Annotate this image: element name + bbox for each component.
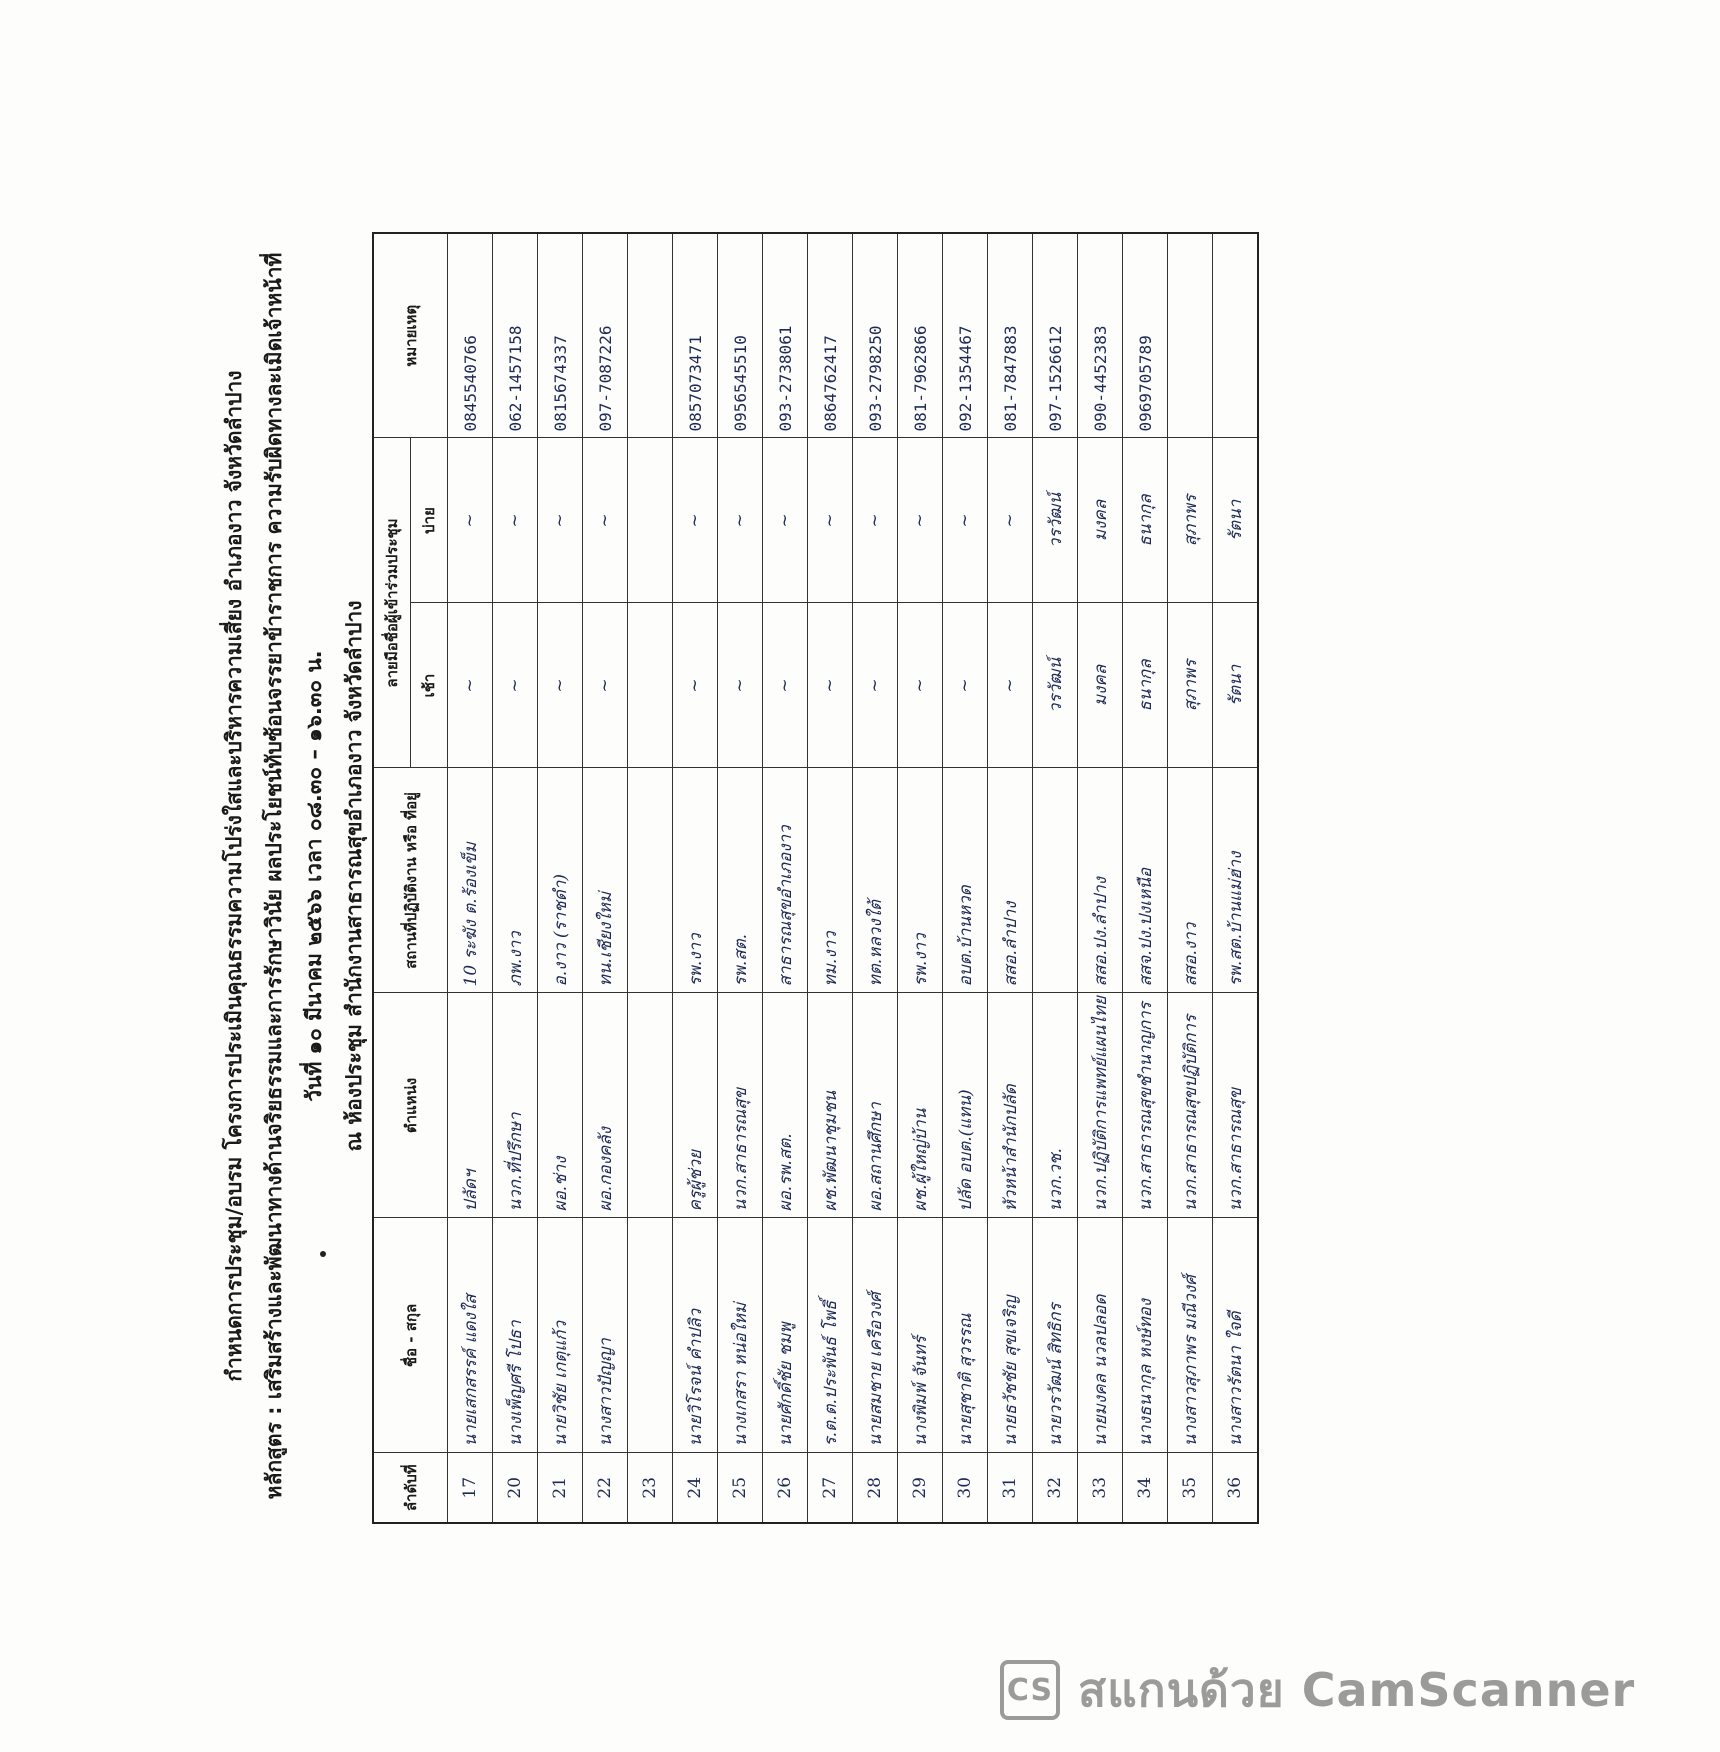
table-row (538, 233, 583, 1523)
table-row (718, 233, 763, 1523)
cell-sign-out: ~ (673, 438, 718, 603)
cell-position: ผอ.กองคลัง (583, 993, 628, 1218)
cell-name: นางธนากุล หงษ์ทอง (1123, 1218, 1168, 1453)
cell-sign-in: รัตนา (1213, 603, 1259, 768)
cell-sign-in: มงคล (1078, 603, 1123, 768)
header-line-4: ณ ห้องประชุม สำนักงานสาธารณสุขอำเภองาว จังหวัดลำปาง (342, 600, 366, 1152)
col-sign-group: ลายมือชื่อผู้เข้าร่วมประชุม (373, 438, 411, 768)
cell-sign-in: ~ (673, 603, 718, 768)
cell-sign-out: ~ (493, 438, 538, 603)
table-row (1213, 233, 1259, 1523)
cell-sign-out: ~ (898, 438, 943, 603)
cell-workplace: สสอ.งาว (1168, 768, 1213, 993)
cell-name: นายวรวัฒน์ สิทธิกร (1033, 1218, 1078, 1453)
cell-sign-in: ~ (988, 603, 1033, 768)
cell-sign-in: ~ (538, 603, 583, 768)
cell-sign-out: สุภาพร (1168, 438, 1213, 603)
cell-workplace: ภพ.งาว (493, 768, 538, 993)
cell-workplace: รพ.งาว (673, 768, 718, 993)
cell-remark: 0815674337 (538, 233, 583, 438)
cell-position: ปลัด อบต.(แทน) (943, 993, 988, 1218)
cell-position (628, 993, 673, 1218)
cell-workplace (628, 768, 673, 993)
cell-position: ผอ.สถานศึกษา (853, 993, 898, 1218)
cell-position: นวก.ปฏิบัติการแพทย์แผนไทย (1078, 993, 1123, 1218)
cell-no: 31 (988, 1453, 1033, 1523)
cell-sign-out: วรวัฒน์ (1033, 438, 1078, 603)
cell-name: นางสาวรัตนา ใจดี (1213, 1218, 1259, 1453)
cell-name: นายเสกสรรค์ แดงใส (448, 1218, 493, 1453)
cell-sign-out: ~ (763, 438, 808, 603)
cell-remark: 081-7847883 (988, 233, 1033, 438)
cell-sign-out: ~ (448, 438, 493, 603)
cell-no: 17 (448, 1453, 493, 1523)
cell-name: นายวิโรจน์ คำปลิว (673, 1218, 718, 1453)
cell-sign-out (628, 438, 673, 603)
cell-sign-in: ~ (808, 603, 853, 768)
cell-no: 34 (1123, 1453, 1168, 1523)
cell-sign-out: ~ (988, 438, 1033, 603)
cell-sign-out: ~ (808, 438, 853, 603)
col-workplace: สถานที่ปฏิบัติงาน หรือ ที่อยู่ (373, 768, 448, 993)
cell-remark: 0969705789 (1123, 233, 1168, 438)
cell-no: 27 (808, 1453, 853, 1523)
cell-sign-in: ~ (583, 603, 628, 768)
cell-workplace: สาธารณสุขอำเภองาว (763, 768, 808, 993)
cell-no: 36 (1213, 1453, 1259, 1523)
cell-position: ปลัดฯ (448, 993, 493, 1218)
cell-remark: 0864762417 (808, 233, 853, 438)
cell-sign-in: สุภาพร (1168, 603, 1213, 768)
camscanner-watermark (1000, 1660, 1720, 1720)
stray-dot (320, 1251, 326, 1257)
cell-workplace: สสอ.ลำปาง (988, 768, 1033, 993)
table-row (493, 233, 538, 1523)
cell-name: นายธวัชชัย สุขเจริญ (988, 1218, 1033, 1453)
cell-no: 26 (763, 1453, 808, 1523)
cell-workplace: สสอ.ปง.ลำปาง (1078, 768, 1123, 993)
col-sign-out: บ่าย (411, 438, 448, 603)
cell-no: 20 (493, 1453, 538, 1523)
cell-workplace: ทน.เชียงใหม่ (583, 768, 628, 993)
cell-position: ผช.ผู้ใหญ่บ้าน (898, 993, 943, 1218)
cell-position: นวก.สาธารณสุขปฏิบัติการ (1168, 993, 1213, 1218)
cell-position: หัวหน้าสำนักปลัด (988, 993, 1033, 1218)
table-row (988, 233, 1033, 1523)
cell-name: นางสาวสุภาพร มณีวงศ์ (1168, 1218, 1213, 1453)
cell-sign-in: ธนากุล (1123, 603, 1168, 768)
cell-sign-out: ~ (943, 438, 988, 603)
cell-no: 32 (1033, 1453, 1078, 1523)
cell-sign-in: ~ (853, 603, 898, 768)
cell-remark: 0857073471 (673, 233, 718, 438)
cell-no: 33 (1078, 1453, 1123, 1523)
cell-name: นายสุชาติ สุวรรณ (943, 1218, 988, 1453)
cell-no: 29 (898, 1453, 943, 1523)
cell-remark (1213, 233, 1259, 438)
cell-no: 25 (718, 1453, 763, 1523)
table-row (853, 233, 898, 1523)
table-row (943, 233, 988, 1523)
cell-sign-in: ~ (763, 603, 808, 768)
table-row (1123, 233, 1168, 1523)
cell-remark: 093-2798250 (853, 233, 898, 438)
cell-name: นายวิชัย เกตุแก้ว (538, 1218, 583, 1453)
table-row (628, 233, 673, 1523)
cell-name: นางพิมพ์ จันทร์ (898, 1218, 943, 1453)
cell-remark (1168, 233, 1213, 438)
cell-name: นายมงคล นวลปลอด (1078, 1218, 1123, 1453)
cell-sign-out: ~ (718, 438, 763, 603)
cell-workplace (1033, 768, 1078, 993)
cell-sign-in: ~ (943, 603, 988, 768)
cell-name (628, 1218, 673, 1453)
col-no: ลำดับที่ (373, 1453, 448, 1523)
cell-no: 30 (943, 1453, 988, 1523)
cell-position: ผอ.รพ.สต. (763, 993, 808, 1218)
cell-workplace: รพ.สต.บ้านแม่ฮ่าง (1213, 768, 1259, 993)
cell-sign-in: วรวัฒน์ (1033, 603, 1078, 768)
camscanner-logo-icon: CS (1000, 1660, 1060, 1720)
cell-remark: 097-7087226 (583, 233, 628, 438)
cell-remark: 092-1354467 (943, 233, 988, 438)
cell-no: 21 (538, 1453, 583, 1523)
cell-sign-in: ~ (448, 603, 493, 768)
watermark-text: สแกนด้วย CamScanner (1078, 1662, 1636, 1717)
cell-sign-out: รัตนา (1213, 438, 1259, 603)
cell-workplace: อ.งาว (ราชดำ) (538, 768, 583, 993)
cell-workplace: 10 ระฆัง ต.ร้องเข็ม (448, 768, 493, 993)
cell-sign-out: มงคล (1078, 438, 1123, 603)
table-row (1078, 233, 1123, 1523)
cell-workplace: อบต.บ้านหวด (943, 768, 988, 993)
table-row (898, 233, 943, 1523)
cell-remark: 090-4452383 (1078, 233, 1123, 438)
table-row (673, 233, 718, 1523)
cell-no: 35 (1168, 1453, 1213, 1523)
col-remark: หมายเหตุ (373, 233, 448, 438)
attendance-table (372, 232, 1259, 1524)
cell-sign-out: ~ (538, 438, 583, 603)
cell-name: นางเพ็ญศรี โปธา (493, 1218, 538, 1453)
cell-position: นวก.ที่ปรึกษา (493, 993, 538, 1218)
cell-sign-out: ~ (853, 438, 898, 603)
col-sign-in: เช้า (411, 603, 448, 768)
cell-no: 23 (628, 1453, 673, 1523)
cell-sign-in: ~ (898, 603, 943, 768)
table-row (448, 233, 493, 1523)
table-row (1168, 233, 1213, 1523)
cell-workplace: ทต.หลวงใต้ (853, 768, 898, 993)
cell-workplace: รพ.งาว (898, 768, 943, 993)
header-line-3: วันที่ ๑๐ มีนาคม ๒๕๖๖ เวลา ๐๘.๓๐ – ๑๖.๓๐ น. (302, 650, 326, 1102)
cell-sign-out: ~ (583, 438, 628, 603)
cell-remark: 062-1457158 (493, 233, 538, 438)
cell-sign-out: ธนากุล (1123, 438, 1168, 603)
cell-sign-in: ~ (718, 603, 763, 768)
cell-no: 28 (853, 1453, 898, 1523)
cell-remark (628, 233, 673, 438)
cell-position: นวก.สาธารณสุข (718, 993, 763, 1218)
cell-remark: 0845540766 (448, 233, 493, 438)
table-row (808, 233, 853, 1523)
col-position: ตำแหน่ง (373, 993, 448, 1218)
cell-workplace: สสจ.ปง.ปงเหนือ (1123, 768, 1168, 993)
cell-no: 24 (673, 1453, 718, 1523)
table-row (1033, 233, 1078, 1523)
cell-position: นวก.สาธารณสุขชำนาญการ (1123, 993, 1168, 1218)
table-row (583, 233, 628, 1523)
cell-remark: 093-2738061 (763, 233, 808, 438)
cell-position: นวก.สาธารณสุข (1213, 993, 1259, 1218)
cell-name: นางเกสรา หน่อใหม่ (718, 1218, 763, 1453)
cell-sign-in: ~ (493, 603, 538, 768)
cell-remark: 097-1526612 (1033, 233, 1078, 438)
cell-workplace: รพ.สต. (718, 768, 763, 993)
cell-no: 22 (583, 1453, 628, 1523)
cell-position: นวก.วช. (1033, 993, 1078, 1218)
cell-position: ผช.พัฒนาชุมชน (808, 993, 853, 1218)
cell-position: ผอ.ช่าง (538, 993, 583, 1218)
header-line-1: กำหนดการประชุม/อบรม โครงการประเมินคุณธรรมความโปร่งใสและบริหารความเสี่ยง อำเภองาว จังหวัดลำปาง (222, 370, 246, 1382)
table-row (763, 233, 808, 1523)
cell-name: นางสาวปัญญา (583, 1218, 628, 1453)
cell-remark: 0956545510 (718, 233, 763, 438)
cell-workplace: ทม.งาว (808, 768, 853, 993)
header-line-2: หลักสูตร : เสริมสร้างและพัฒนาทางด้านจริยธรรมและการรักษาวินัย ผลประโยชน์ทับซ้อนจรรยาข้าราชการ ความรับผิดทางละเมิดเจ้าหน้าที่ (262, 252, 286, 1500)
cell-remark: 081-7962866 (898, 233, 943, 438)
cell-name: นายสมชาย เครือวงศ์ (853, 1218, 898, 1453)
cell-name: นายศักดิ์ชัย ชมพู (763, 1218, 808, 1453)
cell-sign-in (628, 603, 673, 768)
cell-name: ร.ต.ต.ประพันธ์ โพธิ์ (808, 1218, 853, 1453)
cell-position: ครูผู้ช่วย (673, 993, 718, 1218)
col-name: ชื่อ - สกุล (373, 1218, 448, 1453)
